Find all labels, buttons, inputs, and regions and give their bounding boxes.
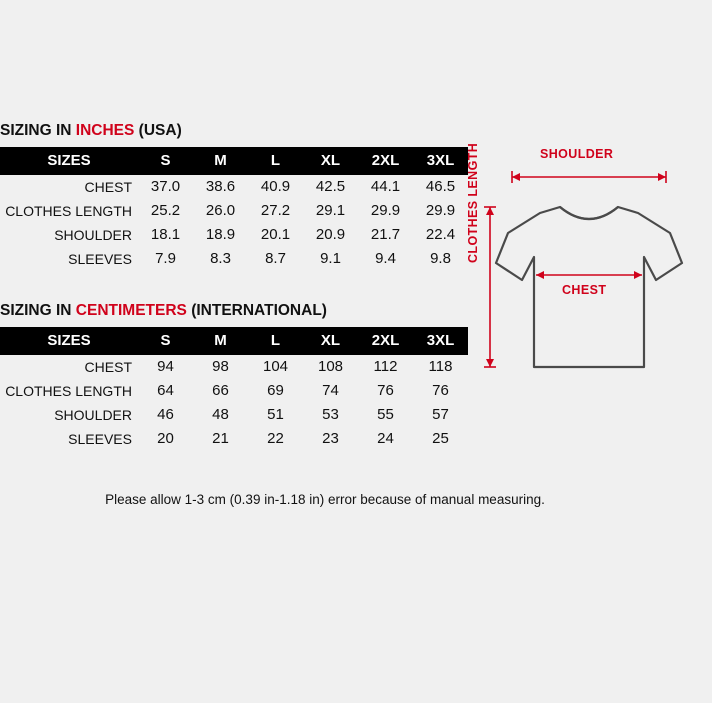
cell-chest-s: 94: [157, 358, 174, 375]
cell-length-s: 25.2: [150, 202, 181, 219]
row-label-shoulder: SHOULDER: [54, 406, 132, 423]
table-row: [0, 223, 468, 247]
row-label-chest: CHEST: [84, 358, 132, 375]
cell-shoulder-3xl: 57: [432, 406, 449, 423]
header-m: M: [193, 147, 248, 175]
cm-title-suffix: (INTERNATIONAL): [186, 302, 327, 319]
centimeters-size-table: [0, 327, 468, 451]
cell-sleeves-2xl: 9.4: [375, 250, 396, 267]
table-header-row: [0, 327, 468, 355]
clothes-length-measure-label: CLOTHES LENGTH: [466, 142, 480, 263]
cell-chest-2xl: 44.1: [370, 178, 401, 195]
table-row: [0, 247, 468, 271]
header-3xl: 3XL: [413, 327, 468, 355]
cell-chest-l: 104: [262, 358, 289, 375]
cell-shoulder-2xl: 21.7: [370, 226, 401, 243]
cell-length-xl: 29.1: [315, 202, 346, 219]
length-arrow-bottom: [486, 359, 494, 367]
cell-length-m: 26.0: [205, 202, 236, 219]
length-arrow-top: [486, 207, 494, 215]
tshirt-collar: [560, 207, 618, 219]
cell-chest-2xl: 112: [373, 358, 398, 375]
table-row: [0, 355, 468, 379]
cm-title-unit: CENTIMETERS: [75, 302, 187, 319]
header-xl: XL: [303, 147, 358, 175]
cell-sleeves-3xl: 9.8: [430, 250, 451, 267]
size-tables: [0, 122, 470, 451]
cell-length-m: 66: [212, 382, 229, 399]
table-row: [0, 427, 468, 451]
inches-size-table: [0, 147, 468, 271]
table-row: [0, 175, 468, 199]
header-s: S: [138, 147, 193, 175]
section-spacer: [0, 271, 470, 302]
cm-title-prefix: SIZING IN: [0, 302, 76, 319]
cell-length-3xl: 76: [432, 382, 449, 399]
table-header-row: [0, 147, 468, 175]
table-row: [0, 403, 468, 427]
cell-chest-xl: 108: [317, 358, 344, 375]
shoulder-arrow-right: [658, 173, 666, 181]
cell-length-3xl: 29.9: [425, 202, 456, 219]
cell-sleeves-l: 8.7: [265, 250, 286, 267]
measurement-note: Please allow 1-3 cm (0.39 in-1.18 in) error because of manual measuring.: [105, 492, 545, 507]
cell-chest-l: 40.9: [260, 178, 291, 195]
header-l: L: [248, 327, 303, 355]
cell-sleeves-m: 21: [212, 430, 229, 447]
row-label-clothes-length: CLOTHES LENGTH: [5, 382, 132, 399]
centimeters-section-title: [0, 302, 470, 320]
cell-chest-s: 37.0: [150, 178, 181, 195]
cell-length-xl: 74: [322, 382, 339, 399]
garment-diagram: [466, 135, 708, 435]
cell-shoulder-m: 48: [212, 406, 229, 423]
header-sizes: SIZES: [0, 327, 138, 355]
cell-sleeves-m: 8.3: [210, 250, 231, 267]
cell-chest-xl: 42.5: [315, 178, 346, 195]
centimeters-table-block: [0, 302, 470, 451]
inches-title-unit: INCHES: [75, 122, 135, 139]
shoulder-measure-label: SHOULDER: [540, 147, 614, 161]
chest-arrow-left: [536, 271, 544, 279]
cell-sleeves-s: 20: [157, 430, 174, 447]
cell-sleeves-l: 22: [267, 430, 284, 447]
cell-chest-m: 38.6: [205, 178, 236, 195]
row-label-chest: CHEST: [84, 178, 132, 195]
header-m: M: [193, 327, 248, 355]
inches-section-title: [0, 122, 470, 140]
cell-chest-3xl: 46.5: [425, 178, 456, 195]
cell-shoulder-m: 18.9: [205, 226, 236, 243]
cell-sleeves-s: 7.9: [155, 250, 176, 267]
cell-sleeves-2xl: 24: [377, 430, 394, 447]
inches-title-prefix: SIZING IN: [0, 122, 76, 139]
cell-shoulder-l: 51: [267, 406, 284, 423]
header-l: L: [248, 147, 303, 175]
cell-shoulder-l: 20.1: [260, 226, 291, 243]
cell-sleeves-3xl: 25: [432, 430, 449, 447]
header-2xl: 2XL: [358, 147, 413, 175]
cell-shoulder-3xl: 22.4: [425, 226, 456, 243]
header-sizes: SIZES: [0, 147, 138, 175]
row-label-sleeves: SLEEVES: [68, 250, 132, 267]
chest-arrow-right: [634, 271, 642, 279]
cell-length-l: 27.2: [260, 202, 291, 219]
header-2xl: 2XL: [358, 327, 413, 355]
row-label-sleeves: SLEEVES: [68, 430, 132, 447]
table-row: [0, 379, 468, 403]
cell-shoulder-xl: 20.9: [315, 226, 346, 243]
row-label-shoulder: SHOULDER: [54, 226, 132, 243]
chest-measure-label: CHEST: [562, 283, 607, 297]
shoulder-arrow-left: [512, 173, 520, 181]
row-label-clothes-length: CLOTHES LENGTH: [5, 202, 132, 219]
cell-length-s: 64: [157, 382, 174, 399]
cell-chest-m: 98: [212, 358, 229, 375]
header-3xl: 3XL: [413, 147, 468, 175]
table-row: [0, 199, 468, 223]
cell-shoulder-xl: 53: [322, 406, 339, 423]
cell-chest-3xl: 118: [428, 358, 453, 375]
cell-sleeves-xl: 23: [322, 430, 339, 447]
header-s: S: [138, 327, 193, 355]
inches-table-block: [0, 122, 470, 271]
cell-length-l: 69: [267, 382, 284, 399]
cell-length-2xl: 29.9: [370, 202, 401, 219]
cell-sleeves-xl: 9.1: [320, 250, 341, 267]
cell-shoulder-s: 46: [157, 406, 174, 423]
cell-length-2xl: 76: [377, 382, 394, 399]
inches-title-suffix: (USA): [134, 122, 182, 139]
cell-shoulder-2xl: 55: [377, 406, 394, 423]
cell-shoulder-s: 18.1: [150, 226, 181, 243]
header-xl: XL: [303, 327, 358, 355]
